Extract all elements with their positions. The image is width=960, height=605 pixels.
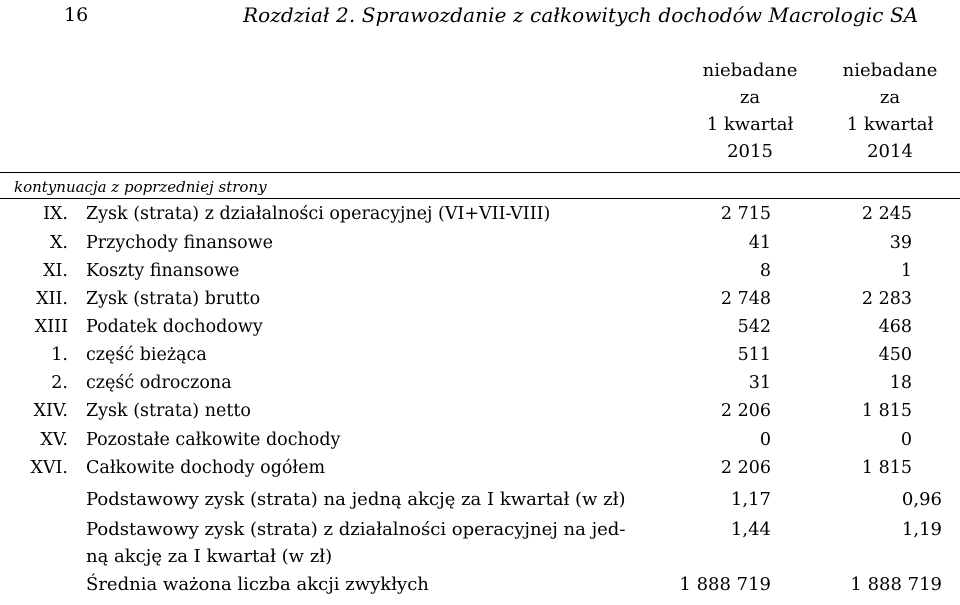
value-2015: 1 888 719	[679, 574, 771, 595]
value-2014: 18	[889, 373, 912, 393]
column-header-line: za	[739, 87, 761, 108]
row-number: XVI.	[30, 458, 68, 478]
row-number: XII.	[36, 289, 68, 309]
value-2015: 542	[737, 317, 771, 337]
value-2014: 450	[878, 345, 912, 365]
table-row	[0, 201, 960, 228]
value-2014: 1	[900, 261, 912, 281]
value-2014: 2 245	[861, 204, 912, 224]
value-2015: 1,17	[730, 489, 771, 510]
running-title: Rozdział 2. Sprawozdanie z całkowitych dochodów Macrologic SA	[243, 3, 919, 27]
column-header-2014	[828, 57, 952, 165]
value-2015: 0	[759, 430, 771, 450]
table-row	[0, 314, 960, 341]
column-header-line: 2014	[867, 141, 913, 162]
table-row	[0, 230, 960, 257]
value-2015: 2 748	[720, 289, 771, 309]
row-number: XV.	[40, 430, 68, 450]
column-header-line: 2015	[727, 141, 773, 162]
per-share-label	[86, 516, 625, 570]
column-header-2015	[688, 57, 812, 165]
row-label: Zysk (strata) z działalności operacyjnej (VI+VII-VIII)	[86, 204, 551, 224]
table-row	[0, 258, 960, 285]
value-2015: 2 206	[720, 458, 771, 478]
value-2014: 0	[900, 430, 912, 450]
per-share-label-line: Podstawowy zysk (strata) na jedną akcję za I kwartał (w zł)	[86, 489, 626, 510]
row-number: XIV.	[33, 401, 68, 421]
table-row	[0, 342, 960, 369]
column-header-line: 1 kwartał	[846, 114, 934, 135]
row-label: Pozostałe całkowite dochody	[86, 430, 341, 450]
value-2015: 31	[748, 373, 771, 393]
table-row	[0, 427, 960, 454]
table-row	[0, 286, 960, 313]
value-2014: 1 815	[861, 458, 912, 478]
page-number: 16	[64, 4, 89, 26]
value-2014: 0,96	[901, 489, 942, 510]
row-label: część bieżąca	[86, 345, 207, 365]
row-number: X.	[49, 233, 68, 253]
per-share-label	[86, 571, 429, 598]
value-2014: 1 815	[861, 401, 912, 421]
per-share-label-line: ną akcję za I kwartał (w zł)	[86, 546, 333, 567]
row-label: Podatek dochodowy	[86, 317, 263, 337]
row-number: 1.	[51, 345, 68, 365]
table-row	[0, 398, 960, 425]
header-rule	[0, 172, 960, 173]
value-2015: 8	[759, 261, 771, 281]
table-row	[0, 370, 960, 397]
row-label: Przychody finansowe	[86, 233, 274, 253]
row-number: 2.	[51, 373, 68, 393]
continuation-rule	[0, 198, 960, 199]
row-label: część odroczona	[86, 373, 232, 393]
row-number: IX.	[43, 204, 68, 224]
row-number: XIII	[34, 317, 68, 337]
column-header-line: za	[879, 87, 901, 108]
per-share-label-line: Podstawowy zysk (strata) z działalności operacyjnej na jed-	[86, 519, 626, 540]
table-row	[0, 455, 960, 482]
row-label: Koszty finansowe	[86, 261, 240, 281]
row-label: Zysk (strata) brutto	[86, 289, 261, 309]
value-2014: 2 283	[861, 289, 912, 309]
column-header-line: niebadane	[702, 60, 798, 81]
value-2014: 39	[889, 233, 912, 253]
value-2015: 511	[737, 345, 771, 365]
value-2014: 1,19	[901, 519, 942, 540]
per-share-label	[86, 486, 626, 513]
row-number: XI.	[43, 261, 68, 281]
row-label: Zysk (strata) netto	[86, 401, 251, 421]
continuation-note: kontynuacja z poprzedniej strony	[14, 178, 267, 196]
value-2015: 1,44	[730, 519, 771, 540]
value-2015: 41	[748, 233, 771, 253]
column-header-line: 1 kwartał	[706, 114, 794, 135]
value-2014: 1 888 719	[850, 574, 942, 595]
row-label: Całkowite dochody ogółem	[86, 458, 326, 478]
value-2015: 2 715	[720, 204, 771, 224]
value-2014: 468	[878, 317, 912, 337]
value-2015: 2 206	[720, 401, 771, 421]
column-header-line: niebadane	[842, 60, 938, 81]
per-share-label-line: Średnia ważona liczba akcji zwykłych	[86, 574, 429, 595]
